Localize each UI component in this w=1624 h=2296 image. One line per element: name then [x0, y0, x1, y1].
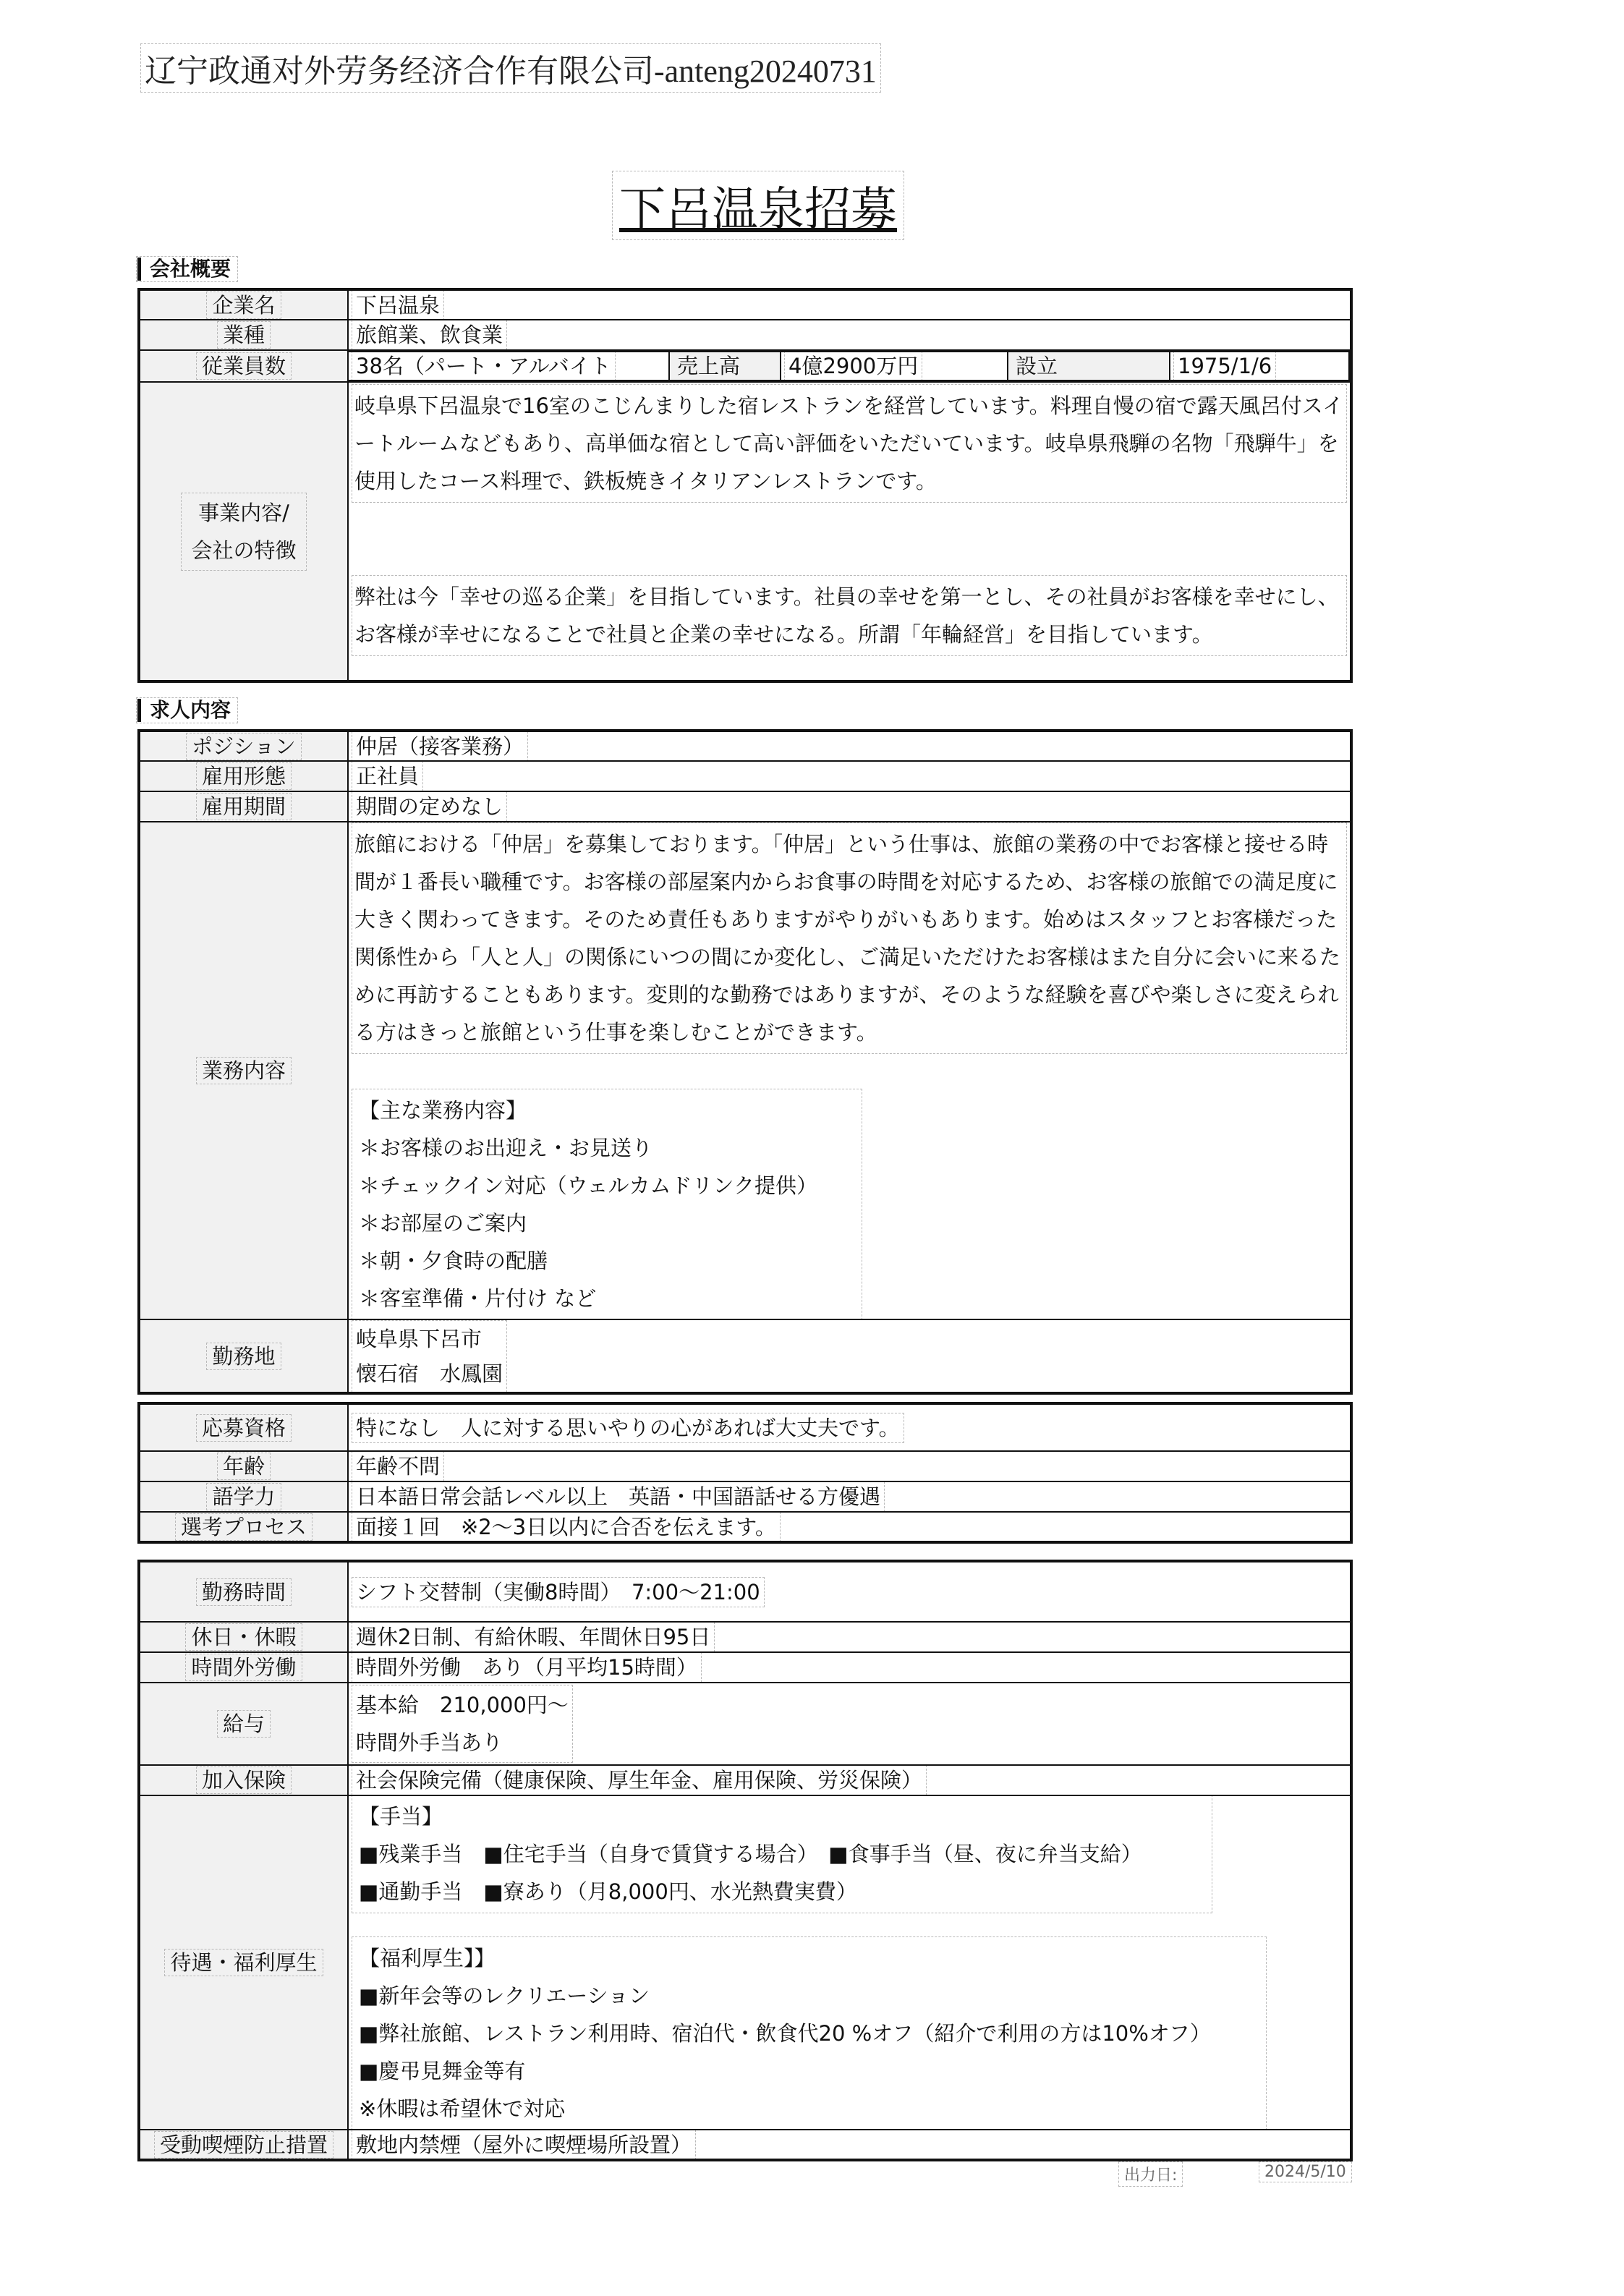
- table-row: [139, 1481, 1351, 1512]
- welfare-title: 【福利厚生】】: [359, 1946, 496, 1970]
- requirements-table: [137, 1402, 1353, 1544]
- sales-value: 4億2900万円: [781, 352, 1008, 380]
- process-label: 選考プロセス: [139, 1512, 348, 1542]
- employment-type-label: 雇用形態: [139, 761, 348, 791]
- employees-row-values: [348, 350, 1351, 382]
- output-date-value: 2024/5/10: [1260, 2163, 1351, 2181]
- list-item: ＊チェックイン対応（ウェルカムドリンク提供）: [359, 1173, 817, 1198]
- smoking-value: 敷地内禁煙（屋外に喫煙場所設置）: [348, 2130, 1351, 2160]
- table-row: [139, 382, 1351, 681]
- employment-period-value: 期間の定めなし: [348, 791, 1351, 822]
- qualification-label: 応募資格: [139, 1403, 348, 1451]
- section-heading-job: 求人内容: [137, 699, 237, 722]
- list-item: ■残業手当 ■住宅手当（自身で賃貸する場合） ■食事手当（昼、夜に弁当支給）: [359, 1842, 1142, 1866]
- table-row: [139, 731, 1351, 761]
- table-row: [139, 350, 1351, 382]
- duties-text: 旅館における「仲居」を募集しております。「仲居」という仕事は、旅館の業務の中でお客様と接せる時間が１番長い職種です。お客様の部屋案内からお食事の時間を対応するため、お客様の旅館での満足度に大きく関わってきます。そのため責任もありますがやりがいもあります。始めはスタッフとお客様だった関係性から「人と人」の関係にいつの間にか変化し、ご満足いただけたお客様はまた自分に会いに来るために再訪することもあります。変則的な勤務ではありますが、そのような経験を喜びや楽しさに変えられる方はきっと旅館という仕事を楽しむことができます。: [353, 824, 1345, 1053]
- table-row: [139, 1795, 1351, 2130]
- page-title: 下呂温泉招募: [613, 172, 903, 239]
- list-item: ＊客室準備・片付け など: [359, 1286, 597, 1311]
- duties-list-title: 【主な業務内容】: [359, 1098, 527, 1123]
- employment-type-value: 正社員: [348, 761, 1351, 791]
- process-value: 面接１回 ※2～3日以内に合否を伝えます。: [348, 1512, 1351, 1542]
- company-table: [137, 288, 1353, 683]
- table-row: [139, 1683, 1351, 1765]
- industry-value: 旅館業、飲食業: [348, 320, 1351, 350]
- table-row: [139, 822, 1351, 1319]
- list-item: ＊お部屋のご案内: [359, 1211, 527, 1236]
- list-item: ＊お客様のお出迎え・お見送り: [359, 1136, 653, 1160]
- employees-label: 従業員数: [139, 350, 348, 382]
- table-row: [139, 1765, 1351, 1795]
- company-name-value: 下呂温泉: [348, 289, 1351, 320]
- business-text-1: 岐阜県下呂温泉で16室のこじんまりした宿レストランを経営しています。料理自慢の宿で露天風呂付スイートルームなどもあり、高単価な宿として高い評価をいただいています。岐阜県飛騨の名物「飛騨牛」を使用したコース料理で、鉄板焼きイタリアンレストランです。: [353, 386, 1345, 501]
- table-row: [139, 1561, 1351, 1622]
- founded-value: 1975/1/6: [1170, 352, 1349, 380]
- table-row: [139, 761, 1351, 791]
- insurance-label: 加入保険: [139, 1765, 348, 1795]
- conditions-table: [137, 1560, 1353, 2161]
- allowance-title: 【手当】: [359, 1804, 443, 1829]
- list-item: ■慶弔見舞金等有: [359, 2059, 526, 2083]
- insurance-value: 社会保険完備（健康保険、厚生年金、雇用保険、労災保険）: [348, 1765, 1351, 1795]
- salary-value: 基本給 210,000円～ 時間外手当あり: [348, 1683, 1351, 1765]
- age-label: 年齢: [139, 1451, 348, 1481]
- employees-value: 38名（パート・アルバイト: [349, 352, 669, 380]
- list-item: ■新年会等のレクリエーション: [359, 1984, 650, 2008]
- business-description: [348, 382, 1351, 681]
- benefits-label: 待遇・福利厚生: [139, 1795, 348, 2130]
- table-row: [139, 1319, 1351, 1393]
- table-row: [139, 1403, 1351, 1451]
- duties-label: 業務内容: [139, 822, 348, 1319]
- hours-value: シフト交替制（実働8時間） 7:00～21:00: [348, 1561, 1351, 1622]
- section-heading-company: 会社概要: [137, 258, 237, 281]
- qualification-value: 特になし 人に対する思いやりの心があれば大丈夫です。: [348, 1403, 1351, 1451]
- business-text-2: 弊社は今「幸せの巡る企業」を目指しています。社員の幸せを第一とし、その社員がお客様を幸せにし、お客様が幸せになることで社員と企業の幸せになる。所謂「年輪経営」を目指しています。: [353, 577, 1345, 655]
- location-value: 岐阜県下呂市 懐石宿 水鳳園: [348, 1319, 1351, 1393]
- output-date-label: 出力日:: [1120, 2163, 1181, 2185]
- smoking-label: 受動喫煙防止措置: [139, 2130, 348, 2160]
- founded-label: 設立: [1008, 352, 1170, 380]
- age-value: 年齢不問: [348, 1451, 1351, 1481]
- holidays-value: 週休2日制、有給休暇、年間休日95日: [348, 1622, 1351, 1652]
- table-row: [139, 320, 1351, 350]
- table-row: [139, 1451, 1351, 1481]
- benefits-value: [348, 1795, 1351, 2130]
- table-row: [139, 1652, 1351, 1683]
- employment-period-label: 雇用期間: [139, 791, 348, 822]
- salary-label: 給与: [139, 1683, 348, 1765]
- sales-label: 売上高: [669, 352, 781, 380]
- hours-label: 勤務時間: [139, 1561, 348, 1622]
- holidays-label: 休日・休暇: [139, 1622, 348, 1652]
- table-row: [139, 1512, 1351, 1542]
- header-company-name: 辽宁政通对外劳务经济合作有限公司-anteng20240731: [142, 45, 880, 91]
- list-item: ■弊社旅館、レストラン利用時、宿泊代・飲食代20 %オフ（紹介で利用の方は10%オフ）: [359, 2021, 1211, 2046]
- table-row: [139, 1622, 1351, 1652]
- allowance-box: [353, 1796, 1211, 1912]
- table-row: [139, 2130, 1351, 2160]
- language-value: 日本語日常会話レベル以上 英語・中国語話せる方優遇: [348, 1481, 1351, 1512]
- overtime-value: 時間外労働 あり（月平均15時間）: [348, 1652, 1351, 1683]
- language-label: 語学力: [139, 1481, 348, 1512]
- list-item: ＊朝・夕食時の配膳: [359, 1249, 548, 1273]
- list-item: ※休暇は希望休で対応: [359, 2096, 566, 2121]
- duties-description: [348, 822, 1351, 1319]
- list-item: ■通勤手当 ■寮あり（月8,000円、水光熱費実費）: [359, 1879, 857, 1904]
- business-label: 事業内容/ 会社の特徴: [139, 382, 348, 681]
- duties-list: [353, 1090, 861, 1319]
- location-label: 勤務地: [139, 1319, 348, 1393]
- position-label: ポジション: [139, 731, 348, 761]
- welfare-box: [353, 1938, 1265, 2129]
- table-row: [139, 289, 1351, 320]
- overtime-label: 時間外労働: [139, 1652, 348, 1683]
- position-value: 仲居（接客業務）: [348, 731, 1351, 761]
- table-row: [139, 791, 1351, 822]
- industry-label: 業種: [139, 320, 348, 350]
- company-name-label: 企業名: [139, 289, 348, 320]
- job-table: [137, 729, 1353, 1395]
